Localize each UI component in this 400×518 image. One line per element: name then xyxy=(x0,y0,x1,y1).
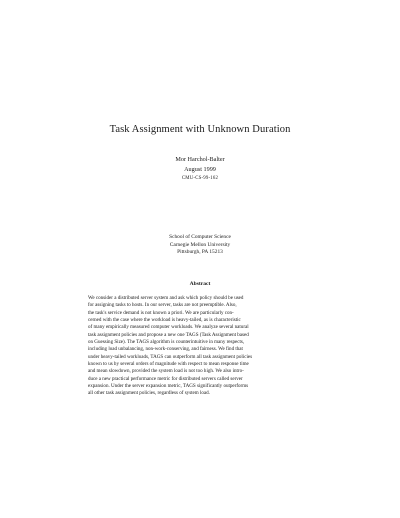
abstract-line: for assigning tasks to hosts. In our server, tasks are not preemptible. Also, xyxy=(88,302,237,309)
abstract-line: cerned with the case where the workload is heavy-tailed, as is characteristic xyxy=(88,317,241,324)
abstract-body xyxy=(88,295,314,398)
abstract-line: known to us by several orders of magnitude with respect to mean response time xyxy=(88,361,249,368)
abstract-line: the task's service demand is not known a priori. We are particularly con- xyxy=(88,309,234,316)
abstract-line: all other task assignment policies, regardless of system load. xyxy=(88,390,210,397)
abstract-line: duce a new practical performance metric for distributed servers called server xyxy=(88,375,243,382)
affiliation-line: Pittsburgh, PA 15213 xyxy=(177,249,223,256)
affiliation-line: School of Computer Science xyxy=(169,234,231,240)
author-name: Mor Harchol-Balter xyxy=(175,156,225,163)
publication-date: August 1999 xyxy=(184,165,216,173)
report-number: CMU-CS-99-162 xyxy=(181,176,219,182)
abstract-line: and mean slowdown, provided the system load is not too high. We also intro- xyxy=(88,368,244,375)
paper-title: Task Assignment with Unknown Duration xyxy=(109,124,291,135)
abstract-heading: Abstract xyxy=(189,281,211,287)
abstract-line: expansion. Under the server expansion metric, TAGS significantly outperforms xyxy=(88,383,249,390)
affiliation-block xyxy=(0,234,400,257)
abstract-line: We consider a distributed server system and ask which policy should be used xyxy=(88,295,244,301)
author-block xyxy=(0,155,400,184)
abstract-line: task assignment policies and propose a new one TAGS (Task Assignment based xyxy=(88,331,249,338)
affiliation-line: Carnegie Mellon University xyxy=(169,241,231,248)
abstract-line: of many empirically measured computer workloads. We analyze several natural xyxy=(88,324,249,331)
abstract-line: under heavy-tailed workloads, TAGS can outperform all task assignment policies xyxy=(88,353,253,360)
abstract-line: on Guessing Size). The TAGS algorithm is counterintuitive in many respects, xyxy=(88,339,245,346)
abstract-line: including load unbalancing, non-work-conserving, and fairness. We find that xyxy=(88,346,243,353)
